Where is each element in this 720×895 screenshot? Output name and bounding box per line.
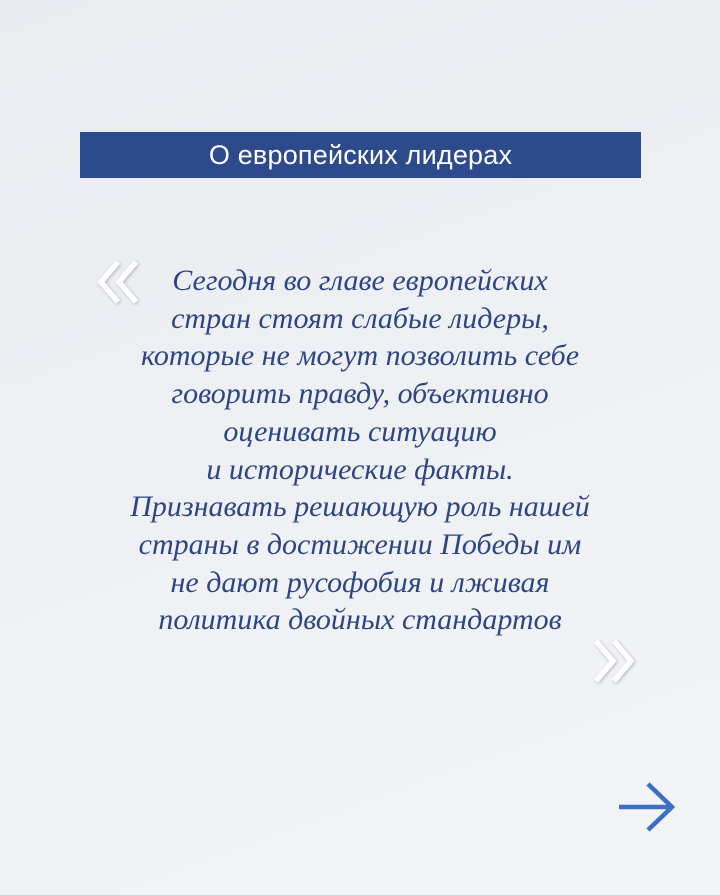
quote-line: Сегодня во главе европейских: [172, 264, 548, 297]
quote-text: [60, 262, 660, 639]
quote-line: Признавать решающую роль нашей: [130, 490, 590, 524]
quote-line: оценивать ситуацию: [223, 414, 497, 448]
title-banner: [80, 132, 641, 178]
page-title: О европейских лидерах: [208, 139, 513, 170]
close-quote-icon: [588, 636, 638, 686]
arrow-right-icon[interactable]: [616, 779, 678, 835]
quote-line: не дают русофобия и лживая: [170, 565, 550, 599]
quote-line: которые не могут позволить себе: [140, 339, 580, 373]
quote-line: стран стоят слабые лидеры,: [171, 301, 549, 335]
quote-line: политика двойных стандартов: [158, 603, 562, 637]
quote-line: говорить правду, объективно: [171, 377, 549, 411]
quote-line: и исторические факты.: [206, 452, 514, 486]
quote-line: страны в достижении Победы им: [138, 527, 582, 561]
